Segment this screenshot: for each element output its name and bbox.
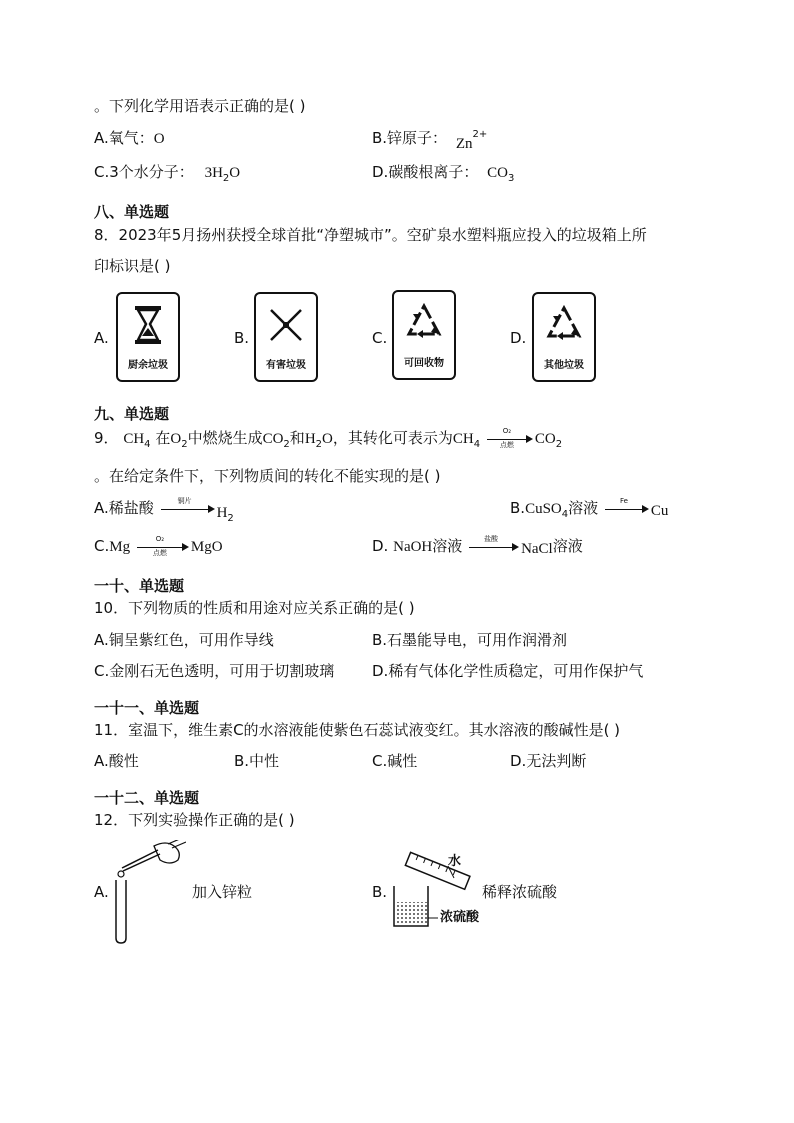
q10-stem: 10．下列物质的性质和用途对应关系正确的是( ) [94, 599, 415, 617]
q7-option-b: B.锌原子： $Zn^{2+}$ [372, 129, 488, 152]
label-concentrated-acid: 浓硫酸 [440, 910, 480, 925]
q12-caption-b: 稀释浓硫酸 [482, 883, 558, 901]
bin-food-waste-label: 厨余垃圾 [128, 360, 168, 371]
q8-line2: 印标识是( ) [94, 257, 171, 275]
q7-option-c: C.3个水分子： $3H_2O$ [94, 163, 241, 184]
q12-label-b: B. [372, 883, 388, 901]
section-heading-10: 一十、单选题 [94, 577, 185, 595]
q9-option-d: D. NaOH溶液 盐酸 NaCl溶液 [372, 534, 583, 557]
hourglass-icon [129, 304, 167, 346]
reaction-arrow-icon: Fe [605, 499, 649, 519]
label-water: 水 [448, 854, 462, 869]
q8-line1: 8．2023年5月扬州获授全球首批“净塑城市”。空矿泉水塑料瓶应投入的垃圾箱上所 [94, 226, 647, 244]
q12-label-a: A. [94, 883, 109, 901]
q11-stem: 11．室温下，维生素C的水溶液能使紫色石蕊试液变红。其水溶液的酸碱性是( ) [94, 721, 621, 739]
q8-label-d: D. [510, 329, 527, 347]
test-tube-tweezers-figure [108, 840, 186, 944]
bin-recyclable [392, 290, 456, 380]
q12-caption-a: 加入锌粒 [192, 883, 253, 901]
q9-option-a: A.稀盐酸 铜片 $H_2$ [94, 496, 234, 524]
q7-option-a: A.氧气：O [94, 129, 165, 147]
reaction-arrow-icon: O₂ 点燃 [487, 429, 533, 449]
q11-option-a: A.酸性 [94, 752, 139, 770]
q11-option-c: C.碱性 [372, 752, 418, 770]
bin-hazardous-waste-label: 有害垃圾 [266, 360, 306, 371]
bin-hazardous-waste [254, 292, 318, 382]
q10-option-d: D.稀有气体化学性质稳定，可用作保护气 [372, 662, 644, 680]
q10-option-c: C.金刚石无色透明，可用于切割玻璃 [94, 662, 335, 680]
reaction-arrow-icon: O₂ 点燃 [137, 537, 189, 557]
section-heading-11: 一十一、单选题 [94, 699, 200, 717]
q8-label-c: C. [372, 329, 388, 347]
section-heading-9: 九、单选题 [94, 405, 170, 423]
bin-recyclable-label: 可回收物 [404, 358, 444, 369]
q9-line1: 9． $CH_4$ 在$O_2$中燃烧生成$CO_2$和$H_2O$，其转化可表示为$CH_4$ O₂ 点燃 $CO_2$ [94, 426, 563, 450]
triangle-arrows-icon [545, 304, 583, 346]
q12-stem: 12．下列实验操作正确的是( ) [94, 811, 295, 829]
q9-option-b: B.CuSO$_4$溶液 Fe Cu [510, 496, 669, 520]
section-heading-12: 一十二、单选题 [94, 789, 200, 807]
q9-line2: 。在给定条件下，下列物质间的转化不能实现的是( ) [94, 467, 441, 485]
recycle-icon [405, 302, 443, 344]
q9-option-c: C.Mg O₂ 点燃 MgO [94, 534, 223, 557]
q7-option-d: D.碳酸根离子： $CO_3$ [372, 163, 515, 184]
reaction-arrow-icon: 铜片 [161, 499, 215, 519]
q11-option-d: D.无法判断 [510, 752, 587, 770]
q10-option-b: B.石墨能导电，可用作润滑剂 [372, 631, 568, 649]
bin-other-waste-label: 其他垃圾 [544, 360, 584, 371]
q8-label-b: B. [234, 329, 250, 347]
q7-stem: 。下列化学用语表示正确的是( ) [94, 97, 306, 115]
reaction-arrow-icon: 盐酸 [469, 537, 519, 557]
bin-food-waste [116, 292, 180, 382]
q8-label-a: A. [94, 329, 109, 347]
q10-option-a: A.铜呈紫红色，可用作导线 [94, 631, 274, 649]
bin-other-waste [532, 292, 596, 382]
q11-option-b: B.中性 [234, 752, 280, 770]
section-heading-8: 八、单选题 [94, 203, 170, 221]
hazard-cross-icon [267, 304, 305, 346]
